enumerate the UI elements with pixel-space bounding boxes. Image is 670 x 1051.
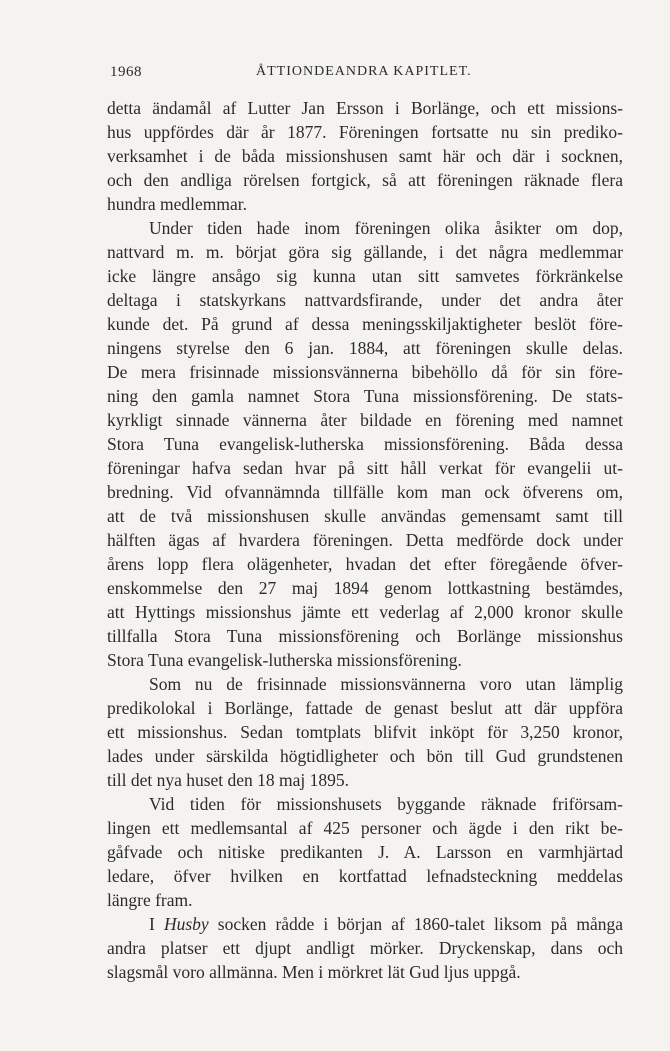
text-line: detta ändamål af Lutter Jan Ersson i Borlänge, och ett missions- bbox=[107, 98, 623, 118]
text-line: att Hyttings missionshus jämte ett vederlag af 2,000 kronor skulle bbox=[107, 602, 623, 622]
text-line: ningens styrelse den 6 jan. 1884, att föreningen skulle delas. bbox=[107, 338, 623, 358]
text-line: andra platser ett djupt andligt mörker. Dryckenskap, dans och bbox=[107, 938, 623, 958]
text-line: predikolokal i Borlänge, fattade de genast beslut att där uppföra bbox=[107, 698, 623, 718]
text-line: ledare, öfver hvilken en kortfattad lefnadsteckning meddelas bbox=[107, 866, 623, 886]
running-head bbox=[110, 64, 620, 88]
text-line: enskommelse den 27 maj 1894 genom lottkastning bestämdes, bbox=[107, 578, 623, 598]
text-line: De mera frisinnade missionsvännerna bibehöllo då för sin före- bbox=[107, 362, 623, 382]
text-line: föreningar hafva sedan hvar på sitt håll verkat för evangelii ut- bbox=[107, 458, 623, 478]
text-line: att de två missionshusen skulle användas gemensamt samt till bbox=[107, 506, 623, 526]
paragraph-4 bbox=[107, 792, 623, 912]
text-line: gåfvade och nitiske predikanten J. A. Larsson en varmhjärtad bbox=[107, 842, 623, 862]
text-line: Vid tiden för missionshusets byggande räknade friförsam- bbox=[149, 794, 623, 814]
text-line: kunde det. På grund af dessa meningsskiljaktigheter beslöt före- bbox=[107, 314, 623, 334]
text-line: ning den gamla namnet Stora Tuna missionsförening. De stats- bbox=[107, 386, 623, 406]
text-line: bredning. Vid ofvannämnda tillfälle kom man ock öfverens om, bbox=[107, 482, 623, 502]
text-line: tillfalla Stora Tuna missionsförening och Borlänge missionshus bbox=[107, 626, 623, 646]
paragraph-2 bbox=[107, 216, 623, 672]
text-line: icke längre ansågo sig kunna utan sitt samvetes förkränkelse bbox=[107, 266, 623, 286]
text-line: deltaga i statskyrkans nattvardsfirande, under det andra åter bbox=[107, 290, 623, 310]
paragraph-3 bbox=[107, 672, 623, 792]
text-line bbox=[107, 912, 623, 936]
lead-prefix: I bbox=[149, 914, 164, 934]
text-line: verksamhet i de båda missionshusen samt här och där i socknen, bbox=[107, 146, 623, 166]
text-line: och den andliga rörelsen fortgick, så att föreningen räknade flera bbox=[107, 170, 623, 190]
text-line: lades under särskilda högtidligheter och bön till Gud grundstenen bbox=[107, 746, 623, 766]
text-line: längre fram. bbox=[107, 890, 193, 910]
text-line: Som nu de frisinnade missionsvännerna voro utan lämplig bbox=[149, 674, 623, 694]
lead-rest: socken rådde i början af 1860-talet liksom på många bbox=[217, 914, 623, 934]
text-line: lingen ett medlemsantal af 425 personer och ägde i den rikt be- bbox=[107, 818, 623, 838]
text-line: ett missionshus. Sedan tomtplats blifvit inköpt för 3,250 kronor, bbox=[107, 722, 623, 742]
text-line: Stora Tuna evangelisk-lutherska missionsförening. bbox=[107, 650, 462, 670]
place-name-husby: Husby bbox=[163, 914, 209, 934]
text-line: hundra medlemmar. bbox=[107, 194, 247, 214]
paragraph-1 bbox=[107, 96, 623, 216]
text-line: till det nya huset den 18 maj 1895. bbox=[107, 770, 350, 790]
text-line: slagsmål voro allmänna. Men i mörkret lät Gud ljus uppgå. bbox=[107, 962, 521, 982]
text-line: hälften ägas af hvardera föreningen. Detta medförde dock under bbox=[107, 530, 623, 550]
text-line: årens lopp flera olägenheter, hvadan det efter föregående öfver- bbox=[107, 554, 623, 574]
text-line: nattvard m. m. börjat göra sig gällande, i det några medlemmar bbox=[107, 242, 623, 262]
chapter-title: ÅTTIONDEANDRA KAPITLET. bbox=[256, 64, 472, 79]
text-line: Stora Tuna evangelisk-lutherska missionsförening. Båda dessa bbox=[107, 434, 623, 454]
text-line: Under tiden hade inom föreningen olika åsikter om dop, bbox=[149, 218, 623, 238]
text-line: kyrkligt sinnade vännerna åter bildade en förening med namnet bbox=[107, 410, 623, 430]
text-line: hus uppfördes där år 1877. Föreningen fortsatte nu sin prediko- bbox=[107, 122, 623, 142]
body-text bbox=[107, 96, 623, 984]
paragraph-5 bbox=[107, 912, 623, 984]
page-number: 1968 bbox=[110, 64, 142, 80]
